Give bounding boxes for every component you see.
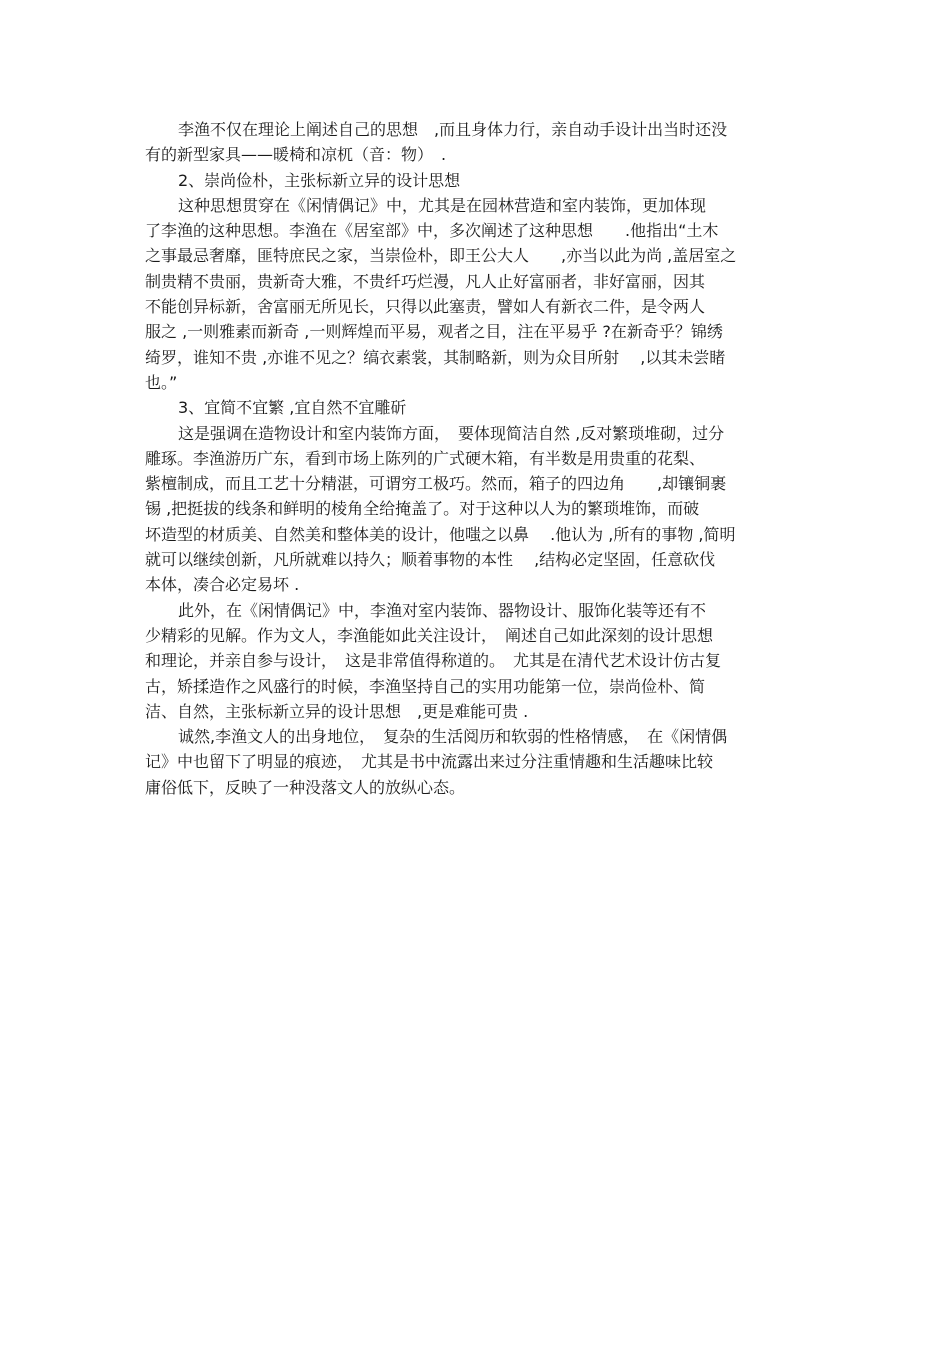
text-line: 坏造型的材质美、自然美和整体美的设计，他嗤之以鼻 .他认为 ,所有的事物 ,简明: [145, 524, 736, 544]
text-line: 古，矫揉造作之风盛行的时候，李渔坚持自己的实用功能第一位，崇尚俭朴、简: [145, 676, 706, 696]
text-line: 本体，凑合必定易坏 .: [145, 575, 300, 595]
text-line: 记》中也留下了明显的痕迹， 尤其是书中流露出来过分注重情趣和生活趣味比较: [145, 752, 714, 772]
text-line: 就可以继续创新，凡所就难以持久；顺着事物的本性 ,结构必定坚固，任意砍伐: [145, 550, 716, 570]
text-line: 和理论，并亲自参与设计， 这是非常值得称道的。 尤其是在清代艺术设计仿古复: [145, 651, 722, 671]
text-line: 有的新型家具——暖椅和凉杌（音：物） .: [145, 145, 447, 165]
text-line: 诚然,李渔文人的出身地位， 复杂的生活阅历和软弱的性格情感， 在《闲情偶: [178, 727, 728, 747]
text-line: 绮罗，谁知不贵 ,亦谁不见之？缟衣素裳，其制略新，则为众目所射 ,以其未尝睹: [145, 347, 726, 367]
text-line: 这是强调在造物设计和室内装饰方面， 要体现简洁自然 ,反对繁琐堆砌，过分: [178, 423, 725, 443]
text-line: 制贵精不贵丽，贵新奇大雅，不贵纤巧烂漫，凡人止好富丽者，非好富丽，因其: [145, 271, 706, 291]
body-text: [145, 117, 815, 800]
text-line: 紫檀制成，而且工艺十分精湛，可谓穷工极巧。然而，箱子的四边角 ,却镶铜裹: [145, 474, 727, 494]
text-line: 庸俗低下，反映了一种没落文人的放纵心态。: [145, 777, 466, 797]
text-line: 2、崇尚俭朴，主张标新立异的设计思想: [178, 170, 461, 190]
text-line: 此外，在《闲情偶记》中，李渔对室内装饰、器物设计、服饰化装等还有不: [178, 600, 707, 620]
text-line: 了李渔的这种思想。李渔在《居室部》中，多次阐述了这种思想 .他指出“土木: [145, 221, 719, 241]
text-line: 之事最忌奢靡，匪特庶民之家，当崇俭朴，即王公大人 ,亦当以此为尚 ,盖居室之: [145, 246, 737, 266]
text-line: 这种思想贯穿在《闲情偶记》中，尤其是在园林营造和室内装饰，更加体现: [178, 195, 707, 215]
text-line: 洁、自然，主张标新立异的设计思想 ,更是难能可贵 .: [145, 701, 529, 721]
text-line: 也。”: [145, 372, 178, 392]
text-line: 雕琢。李渔游历广东，看到市场上陈列的广式硬木箱，有半数是用贵重的花梨、: [145, 448, 706, 468]
text-line: 服之 ,一则雅素而新奇 ,一则辉煌而平易，观者之目，注在平易乎 ?在新奇乎？锦绣: [145, 322, 723, 342]
text-line: 不能创异标新，舍富丽无所见长，只得以此塞责，譬如人有新衣二件，是令两人: [145, 297, 706, 317]
text-line: 3、宜简不宜繁 ,宜自然不宜雕斫: [178, 398, 407, 418]
text-line: 李渔不仅在理论上阐述自己的思想 ,而且身体力行，亲自动手设计出当时还没: [178, 120, 728, 139]
text-line: 少精彩的见解。作为文人，李渔能如此关注设计， 阐述自己如此深刻的设计思想: [145, 625, 714, 645]
text-line: 锡 ,把挺拔的线条和鲜明的棱角全给掩盖了。对于这种以人为的繁琐堆饰，而破: [145, 499, 700, 519]
